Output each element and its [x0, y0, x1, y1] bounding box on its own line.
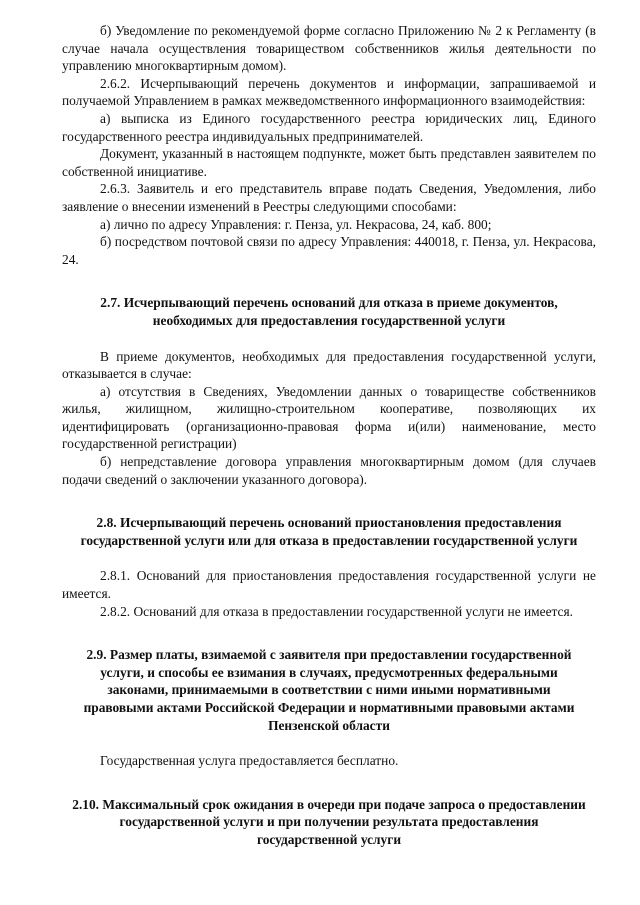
paragraph-by-mail: б) посредством почтовой связи по адресу Управления: 440018, г. Пенза, ул. Некрасова, 24.	[62, 234, 596, 267]
paragraph-own-initiative: Документ, указанный в настоящем подпункте, может быть представлен заявителем по собственной инициативе.	[62, 146, 596, 179]
paragraph-2-8-2: 2.8.2. Оснований для отказа в предоставлении государственной услуги не имеется.	[100, 603, 573, 619]
paragraph-2-8-1: 2.8.1. Оснований для приостановления предоставления государственной услуги не имеется.	[62, 568, 596, 602]
section-heading-2-7: 2.7. Исчерпывающий перечень оснований для отказа в приеме документов, необходимых для предоставления государственной услуги	[100, 295, 558, 328]
section-heading-2-10: 2.10. Максимальный срок ожидания в очереди при подаче запроса о предоставлении государственной услуги и при получении результата предоставления государственной услуги	[72, 796, 586, 847]
section-heading-2-9: 2.9. Размер платы, взимаемой с заявителя при предоставлении государственной услуги, и способы ее взимания в случаях, предусмотренных федеральными законами, принимаемыми в соответствии с ними иными нормативными правовыми актами Российской Федерации и нормативными правовыми актами Пензенской области	[83, 647, 575, 733]
paragraph-extract-registry: а) выписка из Единого государственного реестра юридических лиц, Единого государственного реестра индивидуальных предпринимателей.	[62, 110, 596, 144]
document-page	[62, 22, 596, 849]
paragraph-2-6-3: 2.6.3. Заявитель и его представитель вправе подать Сведения, Уведомления, либо заявление о внесении изменений в Реестры следующими способами:	[62, 181, 596, 214]
paragraph-in-person: а) лично по адресу Управления: г. Пенза, ул. Некрасова, 24, каб. 800;	[100, 216, 492, 232]
paragraph-notice-form: б) Уведомление по рекомендуемой форме согласно Приложению № 2 к Регламенту (в случае начала осуществления товариществом собственников жилья деятельности по управлению многоквартирным домом).	[62, 23, 596, 74]
paragraph-refusal-intro: В приеме документов, необходимых для предоставления государственной услуги, отказывается в случае:	[62, 348, 596, 382]
paragraph-refusal-a: а) отсутствия в Сведениях, Уведомлении данных о товариществе собственников жилья, жилищном, жилищно-строительном кооперативе, позволяющих их идентифицировать (организационно-правовая форма и(или) наименование, место государственной регистрации)	[62, 383, 596, 452]
paragraph-refusal-b: б) непредставление договора управления многоквартирным домом (для случаев подачи сведений о заключении указанного договора).	[62, 454, 596, 487]
paragraph-2-6-2: 2.6.2. Исчерпывающий перечень документов и информации, запрашиваемой и получаемой Управлением в рамках межведомственного информационного взаимодействия:	[62, 75, 596, 109]
paragraph-free-service: Государственная услуга предоставляется бесплатно.	[100, 753, 399, 769]
section-heading-2-8: 2.8. Исчерпывающий перечень оснований приостановления предоставления государственной услуги или для отказа в предоставлении государственной услуги	[80, 515, 578, 548]
